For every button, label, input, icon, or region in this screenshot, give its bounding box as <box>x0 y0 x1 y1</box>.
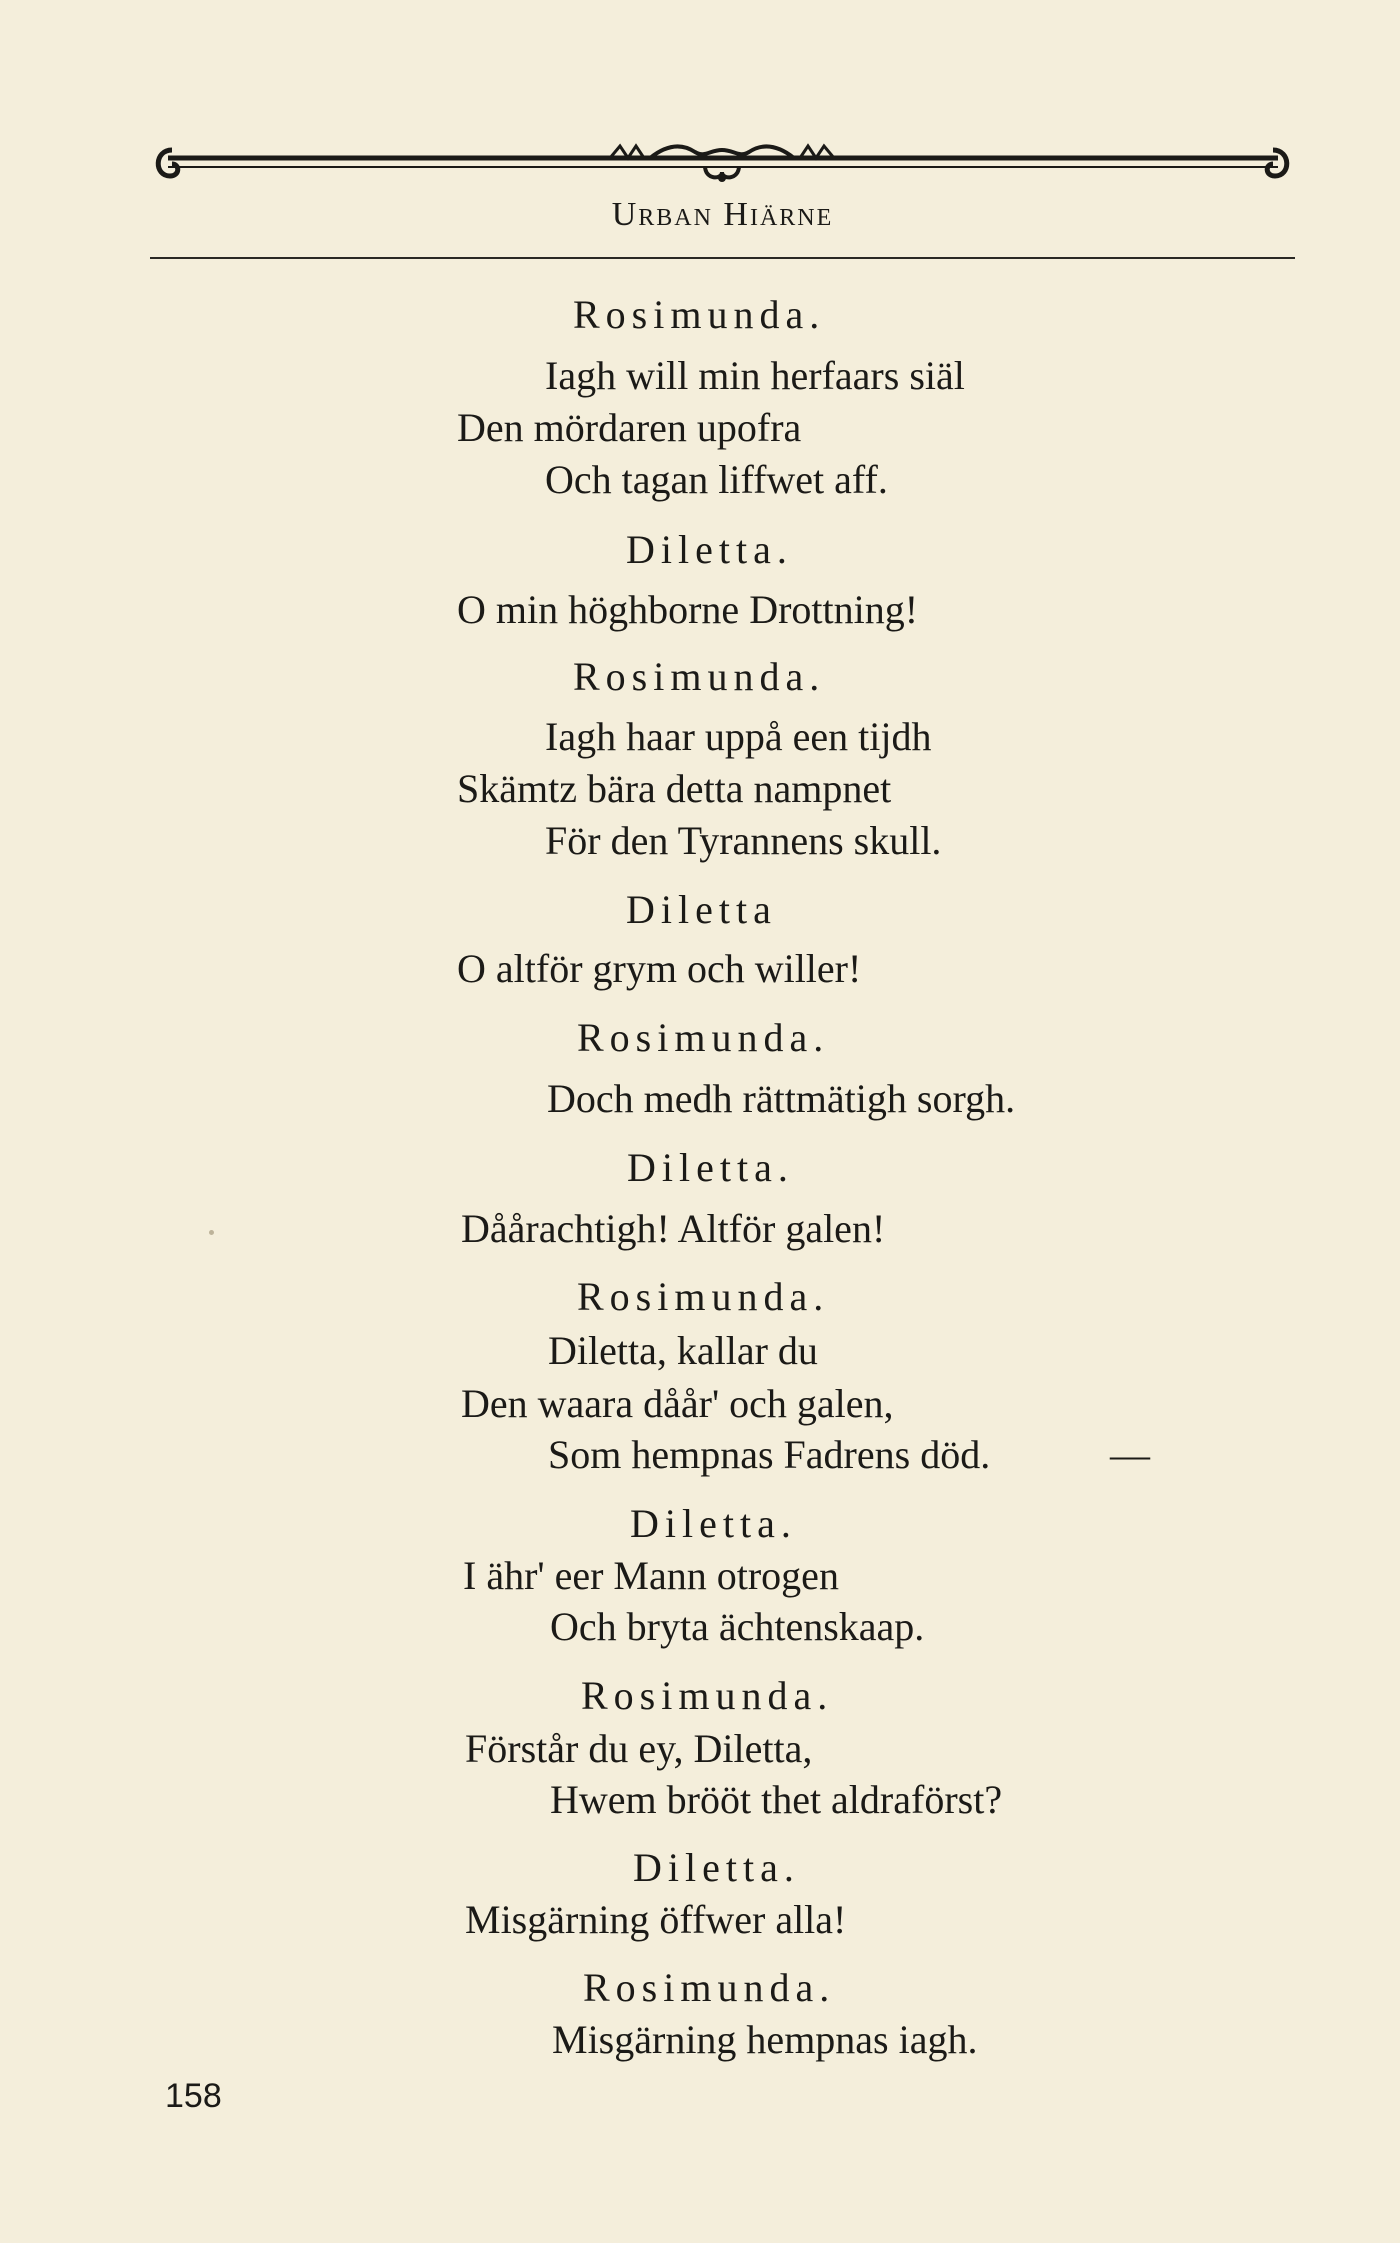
verse-line: Den mördaren upofra <box>457 405 802 450</box>
verse-line: O min höghborne Drottning! <box>457 587 919 632</box>
verse-line: Och bryta ächtenskaap. <box>550 1604 925 1649</box>
verse-line: Iagh haar uppå een tijdh <box>545 714 932 759</box>
speaker-name: Diletta. <box>627 1145 794 1190</box>
speaker-name: Diletta <box>626 887 777 932</box>
speaker-name: Diletta. <box>626 527 793 572</box>
verse-line: Misgärning hempnas iagh. <box>552 2017 978 2062</box>
verse-line: Iagh will min herfaars siäl <box>545 353 965 398</box>
em-dash: — <box>1110 1432 1150 1477</box>
verse-line: För den Tyrannens skull. <box>545 818 942 863</box>
page-number: 158 <box>165 2077 222 2115</box>
verse-line: Förstår du ey, Diletta, <box>465 1726 813 1771</box>
verse-line: Doch medh rättmätigh sorgh. <box>547 1076 1016 1121</box>
speaker-name: Rosimunda. <box>573 292 826 337</box>
verse-line: Dåårachtigh! Altför galen! <box>461 1206 886 1251</box>
verse-line: Den waara dåår' och galen, <box>461 1381 894 1426</box>
verse-line: I ähr' eer Mann otrogen <box>463 1553 839 1598</box>
verse-line: Hwem brööt thet aldraförst? <box>550 1777 1003 1822</box>
speaker-name: Rosimunda. <box>573 654 826 699</box>
verse-line: Och tagan liffwet aff. <box>545 457 888 502</box>
speaker-name: Diletta. <box>630 1501 797 1546</box>
verse-line: Diletta, kallar du <box>548 1328 818 1373</box>
verse-line: Som hempnas Fadrens död. <box>548 1432 991 1477</box>
verse-line: Misgärning öffwer alla! <box>465 1897 847 1942</box>
verse-line: O altför grym och willer! <box>457 946 862 991</box>
speaker-name: Rosimunda. <box>577 1015 830 1060</box>
verse-line: Skämtz bära detta nampnet <box>457 766 892 811</box>
speaker-name: Rosimunda. <box>581 1673 834 1718</box>
speaker-name: Diletta. <box>633 1845 800 1890</box>
paper-speck <box>209 1230 214 1235</box>
speaker-name: Rosimunda. <box>577 1274 830 1319</box>
speaker-name: Rosimunda. <box>583 1965 836 2010</box>
running-head: Urban Hiärne <box>611 196 834 233</box>
